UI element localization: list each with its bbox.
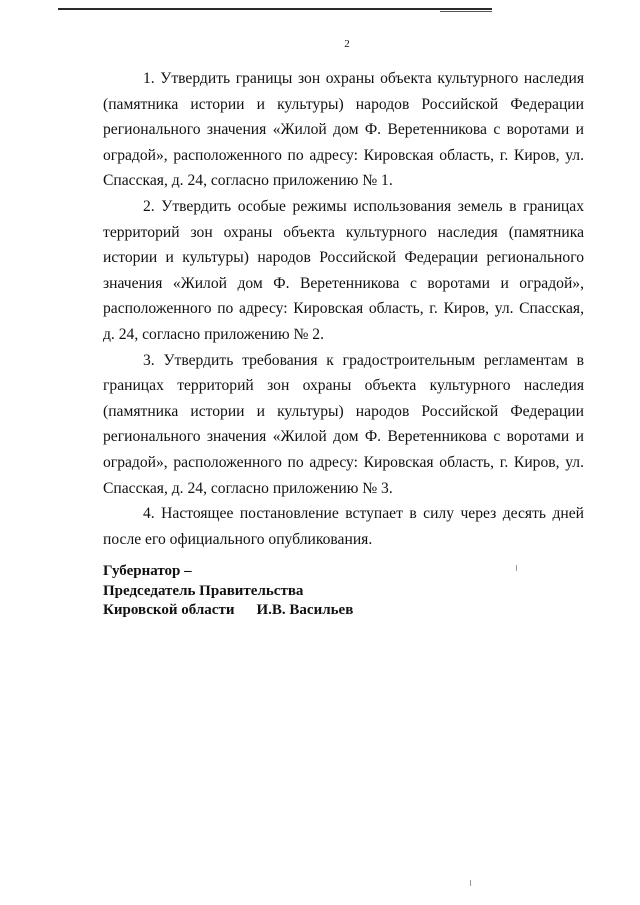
- signatory-name: И.В. Васильев: [256, 602, 354, 618]
- paragraph-3: 3. Утвердить требования к градостроительным регламентам в границах территорий зон охраны объекта культурного наследия (памятника истории и культуры) народов Российской Федерации регионального значения «Жилой дом Ф. Веретенникова с воротами и оградой», расположенного по адресу: Кировская область, г. Киров, ул. Спасская, д. 24, согласно приложению № 3.: [103, 351, 584, 497]
- paragraph-2: 2. Утвердить особые режимы использования земель в границах территорий зон охраны объекта культурного наследия (памятника истории и культуры) народов Российской Федерации регионального значения «Жилой дом Ф. Веретенникова с воротами и оградой», расположенного по адресу: Кировская область, г. Киров, ул. Спасская, д. 24, согласно приложению № 2.: [103, 197, 584, 343]
- document-body: [103, 66, 584, 552]
- paragraph-4: 4. Настоящее постановление вступает в силу через десять дней после его официального опубликования.: [103, 505, 584, 548]
- top-rule: [58, 8, 492, 10]
- signature-region: Кировской области: [103, 602, 235, 618]
- top-rule-tail: [440, 11, 492, 12]
- scan-speck: [516, 565, 517, 571]
- page-number: 2: [344, 38, 350, 50]
- signature-title: Губернатор –: [103, 563, 192, 579]
- signature-position: Председатель Правительства: [103, 582, 304, 599]
- signature-region-line: [103, 601, 353, 621]
- scan-speck: [470, 880, 471, 886]
- paragraph-1: 1. Утвердить границы зон охраны объекта культурного наследия (памятника истории и культуры) народов Российской Федерации регионального значения «Жилой дом Ф. Веретенникова с воротами и оградой», расположенного по адресу: Кировская область, г. Киров, ул. Спасская, д. 24, согласно приложению № 1.: [103, 70, 584, 190]
- signature-block: [103, 562, 353, 621]
